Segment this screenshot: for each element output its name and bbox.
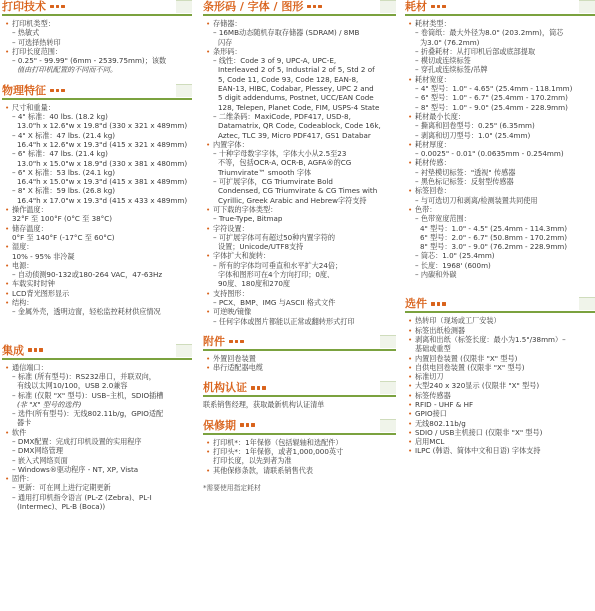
section-dots-icon bbox=[28, 348, 43, 352]
spec-line: 有线以太网10/100，USB 2.0兼容 bbox=[17, 381, 128, 391]
spec-line: 打印长度，以先到者为准 bbox=[213, 456, 292, 466]
spec-line: – 可扩展字体可有超过50种内置字符的 bbox=[213, 232, 336, 242]
spec-line: – 所有的字体均可垂直和水平扩大24倍； bbox=[213, 260, 343, 270]
spec-bullet: • 无线802.11b/g bbox=[405, 419, 595, 428]
spec-line: 90度、180度和270度 bbox=[218, 279, 291, 289]
section-heading bbox=[405, 0, 595, 16]
section-dots-icon bbox=[229, 340, 244, 344]
spec-line: (Intermec)、PL-B (Boca)) bbox=[17, 502, 106, 512]
section-title-text: 机构认证 bbox=[203, 381, 247, 395]
spec-line: 32°F 至 100°F (0°C 至 38°C) bbox=[12, 214, 113, 224]
spec-line: 10% - 95% 非冷凝 bbox=[12, 251, 75, 261]
column-right bbox=[405, 0, 595, 456]
section-title-text: 附件 bbox=[203, 334, 225, 348]
section-tab-mark bbox=[579, 297, 595, 310]
spec-bullet: • 耗材厚度： bbox=[405, 140, 595, 149]
spec-bullet: • 条形码： bbox=[203, 47, 396, 56]
spec-bullet: • 固件： bbox=[2, 474, 192, 483]
spec-line: 8" 型号：3.0" - 9.0" (76.2mm - 228.9mm) bbox=[420, 242, 568, 252]
spacer bbox=[203, 475, 396, 484]
section-title bbox=[2, 344, 43, 357]
section-tab-mark bbox=[380, 0, 396, 13]
spec-line: Triumvirate™ smooth 字体 bbox=[218, 167, 312, 177]
spec-line: 闪存 bbox=[218, 37, 233, 47]
spec-line: – 嵌入式网络页面 bbox=[12, 455, 68, 465]
section-dots-icon bbox=[431, 5, 446, 9]
spec-bullet: • 打印头*：1年保修，或者1,000,000英寸 bbox=[203, 447, 396, 456]
spec-line: – 线性：Code 3 of 9, UPC-A, UPC-E, bbox=[213, 56, 337, 66]
section-tab-mark bbox=[176, 344, 192, 357]
spec-bullet: • RFID - UHF & HF bbox=[405, 400, 595, 409]
spec-line: Interleaved 2 of 5, Industrial 2 of 5, Std 2 of bbox=[218, 65, 375, 75]
section-tab-mark bbox=[380, 381, 396, 394]
spec-line: 16.4"h x 17.0"w x 19.3"d (415 x 433 x 489mm) bbox=[17, 195, 188, 205]
spec-line: – 撕离和回卷型号：0.25" (6.35mm) bbox=[415, 121, 535, 131]
spec-line: Cyrillic, Greek Arabic and Hebrew字符支持 bbox=[218, 195, 367, 205]
spec-bullet: • 软件 bbox=[2, 428, 192, 437]
spec-bullet: • 标签回卷： bbox=[405, 186, 595, 195]
section-title bbox=[405, 297, 446, 310]
spacer bbox=[2, 75, 192, 84]
spec-line: – 16MB动态随机存取存储器 (SDRAM) / 8MB bbox=[213, 28, 360, 38]
section-tab-mark bbox=[380, 335, 396, 348]
section-dots-icon bbox=[50, 89, 65, 93]
section-dots-icon bbox=[240, 423, 255, 427]
spec-line: (非 "X" 型号的选件) bbox=[17, 399, 82, 409]
spec-line: – 8" X 标准：59 lbs. (26.8 kg) bbox=[12, 186, 116, 196]
spec-line: Condensed, CG Triumvirate & CG Times with bbox=[218, 186, 378, 196]
spacer bbox=[405, 288, 595, 297]
spec-line: – 更新：可在网上进行定期更新 bbox=[12, 483, 111, 493]
section-title bbox=[203, 419, 255, 432]
spec-bullet: • 标准切刀 bbox=[405, 372, 595, 381]
spec-bullet: • 尺寸和重量： bbox=[2, 103, 192, 112]
spec-line: – 可扩展字体，CG Triumvirate Bold bbox=[213, 177, 333, 187]
spec-bullet: • 耗材传感： bbox=[405, 158, 595, 167]
spec-bullet: • LCD背光图形显示 bbox=[2, 289, 192, 298]
spec-bullet: • 存储器： bbox=[203, 19, 396, 28]
spec-line: 不等，包括OCR-A, OCR-B, AGFA®的CG bbox=[218, 158, 352, 168]
spec-line: – 0.25" - 99.99" (6mm - 2539.75mm)；该数 bbox=[12, 56, 167, 66]
spec-line: – 剥离和切刀型号：1.0" (25.4mm) bbox=[415, 130, 531, 140]
spec-line: 0°F 至 140°F (-17°C 至 60°C) bbox=[12, 232, 115, 242]
section-heading bbox=[203, 335, 396, 351]
spec-line: 值由打印机配置的不同而不同。 bbox=[17, 65, 117, 75]
section-dots-icon bbox=[307, 5, 322, 9]
spec-line: – 色带宽度范围： bbox=[415, 214, 471, 224]
spec-bullet: • 通信端口： bbox=[2, 363, 192, 372]
spec-bullet: • 结构： bbox=[2, 298, 192, 307]
spec-line: 16.4"h x 15.0"w x 19.3"d (415 x 381 x 489mm) bbox=[17, 177, 188, 187]
spec-line: 13.0"h x 12.6"w x 19.8"d (330 x 321 x 489mm) bbox=[17, 121, 188, 131]
section-dots-icon bbox=[431, 302, 446, 306]
section-heading bbox=[203, 381, 396, 397]
spacer bbox=[405, 279, 595, 288]
spacer bbox=[2, 326, 192, 335]
spec-line: – 金属外壳，透明边窗，轻松监控耗材供应情况 bbox=[12, 307, 161, 317]
spec-line: 4" 型号：1.0" - 4.5" (25.4mm - 114.3mm) bbox=[420, 223, 568, 233]
section-heading bbox=[2, 344, 192, 360]
spec-line: 字体和图形可在4个方向打印；0度、 bbox=[218, 270, 335, 280]
spec-line: – 热敏式 bbox=[12, 28, 40, 38]
section-heading bbox=[203, 0, 396, 16]
spec-bullet: • 启用MCL bbox=[405, 437, 595, 446]
spacer bbox=[203, 410, 396, 419]
spec-line: – 卷筒纸：最大外径为8.0" (203.2mm)，筒芯 bbox=[415, 28, 564, 38]
spec-bullet: • SDIO / USB主机接口 (仅限非 "X" 型号) bbox=[405, 428, 595, 437]
spec-bullet: • 操作温度： bbox=[2, 205, 192, 214]
spec-bullet: • 标签出纸检测器 bbox=[405, 326, 595, 335]
section-heading bbox=[203, 419, 396, 435]
section-title-text: 选件 bbox=[405, 297, 427, 311]
section-title bbox=[203, 335, 244, 348]
spec-line: – Windows®驱动程序 - NT, XP, Vista bbox=[12, 464, 139, 474]
spec-line: – PCX、BMP、IMG 与ASCII 格式文件 bbox=[213, 297, 336, 307]
section-tab-mark bbox=[176, 0, 192, 13]
section-tab-mark bbox=[579, 0, 595, 13]
spec-line: – 衬垫模切标签："透视" 传感器 bbox=[415, 167, 516, 177]
spec-bullet: • 耗材最小长度： bbox=[405, 112, 595, 121]
spec-line: 联系销售经理，获取最新机构认证清单 bbox=[203, 400, 325, 410]
spec-bullet: • 耗材宽度： bbox=[405, 75, 595, 84]
section-title bbox=[2, 84, 65, 97]
section-title bbox=[203, 0, 322, 13]
spec-bullet: • 湿度： bbox=[2, 242, 192, 251]
spec-line: – 4" 型号：1.0" - 4.65" (25.4mm - 118.1mm) bbox=[415, 84, 573, 94]
spec-bullet: • 打印机*：1年保修（包括辊轴和选配件） bbox=[203, 438, 396, 447]
spec-bullet: • 外置回卷装置 bbox=[203, 354, 396, 363]
spec-line: – 通用打印机指令语言 (PL-Z (Zebra)、PL-I bbox=[12, 492, 152, 502]
spec-line: 器卡 bbox=[17, 418, 32, 428]
spec-line: – DMX配置：完成打印机设置的实用程序 bbox=[12, 436, 142, 446]
column-left bbox=[2, 0, 192, 511]
spec-line: – 穿孔或连续标签/吊牌 bbox=[415, 65, 488, 75]
spec-bullet: • 其他保修条款，请联系销售代表 bbox=[203, 466, 396, 475]
spec-bullet: • 电源： bbox=[2, 261, 192, 270]
spacer bbox=[2, 335, 192, 344]
section-dots-icon bbox=[50, 5, 65, 9]
spacer bbox=[2, 317, 192, 326]
section-title bbox=[405, 0, 446, 13]
spec-line: – True-Type, Bitmap bbox=[213, 214, 283, 224]
spec-bullet: • 剥离和出纸（标签长度：最小为1.5"/38mm）– bbox=[405, 335, 595, 344]
spec-bullet: • 打印机类型： bbox=[2, 19, 192, 28]
section-title-text: 物理特征 bbox=[2, 83, 46, 97]
spec-line: – 自动侦测90-132或180-264 VAC，47-63Hz bbox=[12, 270, 163, 280]
section-heading bbox=[2, 84, 192, 100]
section-title-text: 集成 bbox=[2, 343, 24, 357]
spec-line: – 筒芯：1.0" (25.4mm) bbox=[415, 251, 495, 261]
section-title-text: 耗材 bbox=[405, 0, 427, 13]
section-tab-mark bbox=[176, 84, 192, 97]
footnote: *需要使用指定耗材 bbox=[203, 483, 261, 492]
spec-line: 5 digit addendums, Postnet, UCC/EAN Code bbox=[218, 93, 374, 103]
spec-line: – 任何字体或图片都能以正常或翻转形式打印 bbox=[213, 316, 355, 326]
spec-line: – 可选择热转印 bbox=[12, 37, 61, 47]
section-title bbox=[203, 381, 266, 394]
spec-bullet: • 标签传感器 bbox=[405, 391, 595, 400]
section-heading bbox=[2, 0, 192, 16]
spacer bbox=[203, 326, 396, 335]
spec-bullet: • 字符设置： bbox=[203, 224, 396, 233]
spec-bullet: • 内置字体： bbox=[203, 140, 396, 149]
spec-line: 基础或重型 bbox=[415, 344, 451, 354]
spec-line: – 折叠耗材：从打印机后部或底部提取 bbox=[415, 46, 536, 56]
spec-line: 13.0"h x 15.0"w x 18.9"d (330 x 381 x 480mm) bbox=[17, 158, 188, 168]
spec-bullet: • 车载实时时钟 bbox=[2, 279, 192, 288]
spec-line: – 4" 标准：40 lbs. (18.2 kg) bbox=[12, 112, 108, 122]
spec-bullet: • 内置回卷装置 (仅限非 "X" 型号) bbox=[405, 354, 595, 363]
section-title bbox=[2, 0, 65, 13]
spec-line: – 长度：1968' (600m) bbox=[415, 260, 491, 270]
spec-bullet: • 色带： bbox=[405, 205, 595, 214]
section-title-text: 保修期 bbox=[203, 418, 236, 432]
section-dots-icon bbox=[251, 386, 266, 390]
spec-line: – 黑色标记标签：反射型传感器 bbox=[415, 177, 514, 187]
spec-line: EAN-13, HIBC, Codabar, Plessey, UPC 2 and bbox=[218, 84, 374, 94]
spec-line: 16.4"h x 12.6"w x 19.3"d (415 x 321 x 489mm) bbox=[17, 139, 188, 149]
section-title-text: 打印技术 bbox=[2, 0, 46, 13]
spec-line: Aztec, TLC 39, Micro PDF417, GS1 Databar bbox=[218, 130, 371, 140]
spec-line: – 十种字母数字字体，字体大小从2.5至23 bbox=[213, 149, 347, 159]
spec-bullet: • 自供电回卷装置 (仅限非 "X" 型号) bbox=[405, 363, 595, 372]
spec-line: – 标准 (所有型号)：RS232串口，并联双向， bbox=[12, 371, 156, 381]
spec-bullet: • ILPC (韩语、简体中文和日语) 字体支持 bbox=[405, 446, 595, 455]
spec-bullet: • 大型240 x 320显示 (仅限非 "X" 型号) bbox=[405, 381, 595, 390]
spec-line: – 6" X 标准：53 lbs. (24.1 kg) bbox=[12, 167, 116, 177]
spec-bullet: • 热转印（现场或工厂安装） bbox=[405, 316, 595, 325]
spec-bullet: • 可下载的字体类型： bbox=[203, 205, 396, 214]
spec-line: 6" 型号：2.0" - 6.7" (50.8mm - 170.2mm) bbox=[420, 232, 568, 242]
spec-line: – DMX网络管理 bbox=[12, 446, 63, 456]
spec-line: – 标准 (仅限 "X" 型号)：USB–主机，SDIO插槽 bbox=[12, 390, 164, 400]
spec-line: – 6" 标准：47 lbs. (21.4 kg) bbox=[12, 149, 108, 159]
spec-line: 为3.0" (76.2mm) bbox=[420, 37, 480, 47]
spec-line: – 4" X 标准：47 lbs. (21.4 kg) bbox=[12, 130, 116, 140]
spec-line: 设置；Unicode/UTF8支持 bbox=[218, 242, 304, 252]
spec-line: – 6" 型号：1.0" - 6.7" (25.4mm - 170.2mm) bbox=[415, 93, 568, 103]
spec-line: 5, Code 11, Code 93, Code 128, EAN-8, bbox=[218, 74, 359, 84]
spec-bullet: • 串行适配器电缆 bbox=[203, 363, 396, 372]
section-heading bbox=[405, 297, 595, 313]
spec-bullet: • 可逆映/镜像 bbox=[203, 307, 396, 316]
spec-bullet: • 打印长度范围： bbox=[2, 47, 192, 56]
spec-bullet: • 储存温度： bbox=[2, 224, 192, 233]
spec-bullet: • 字体扩大和旋转： bbox=[203, 251, 396, 260]
spec-line: Datamatrix, QR Code, Codeablock, Code 16k, bbox=[218, 121, 381, 131]
section-title-text: 条形码 / 字体 / 图形 bbox=[203, 0, 304, 13]
spec-line: – 与可选切刀和剥离/检测装置共同使用 bbox=[415, 195, 538, 205]
spec-line: – 选件(所有型号)：无线802.11b/g，GPIO适配 bbox=[12, 409, 164, 419]
spec-line: – 内碳和外碳 bbox=[415, 270, 457, 280]
section-tab-mark bbox=[380, 419, 396, 432]
spec-line: – 模切或连续标签 bbox=[415, 56, 471, 66]
spec-line: – 8" 型号：1.0" - 9.0" (25.4mm - 228.9mm) bbox=[415, 102, 568, 112]
spec-line: – 二维条码：MaxiCode, PDF417, USD-8, bbox=[213, 111, 351, 121]
spec-line: – 0.0025" - 0.01" (0.0635mm - 0.254mm) bbox=[415, 149, 564, 159]
spec-bullet: • 支持图形： bbox=[203, 289, 396, 298]
spec-bullet: • GPIO接口 bbox=[405, 409, 595, 418]
column-middle bbox=[203, 0, 396, 493]
spec-bullet: • 耗材类型： bbox=[405, 19, 595, 28]
spec-line: 128, Telepen, Planet Code, FIM, USPS-4 State bbox=[218, 102, 380, 112]
